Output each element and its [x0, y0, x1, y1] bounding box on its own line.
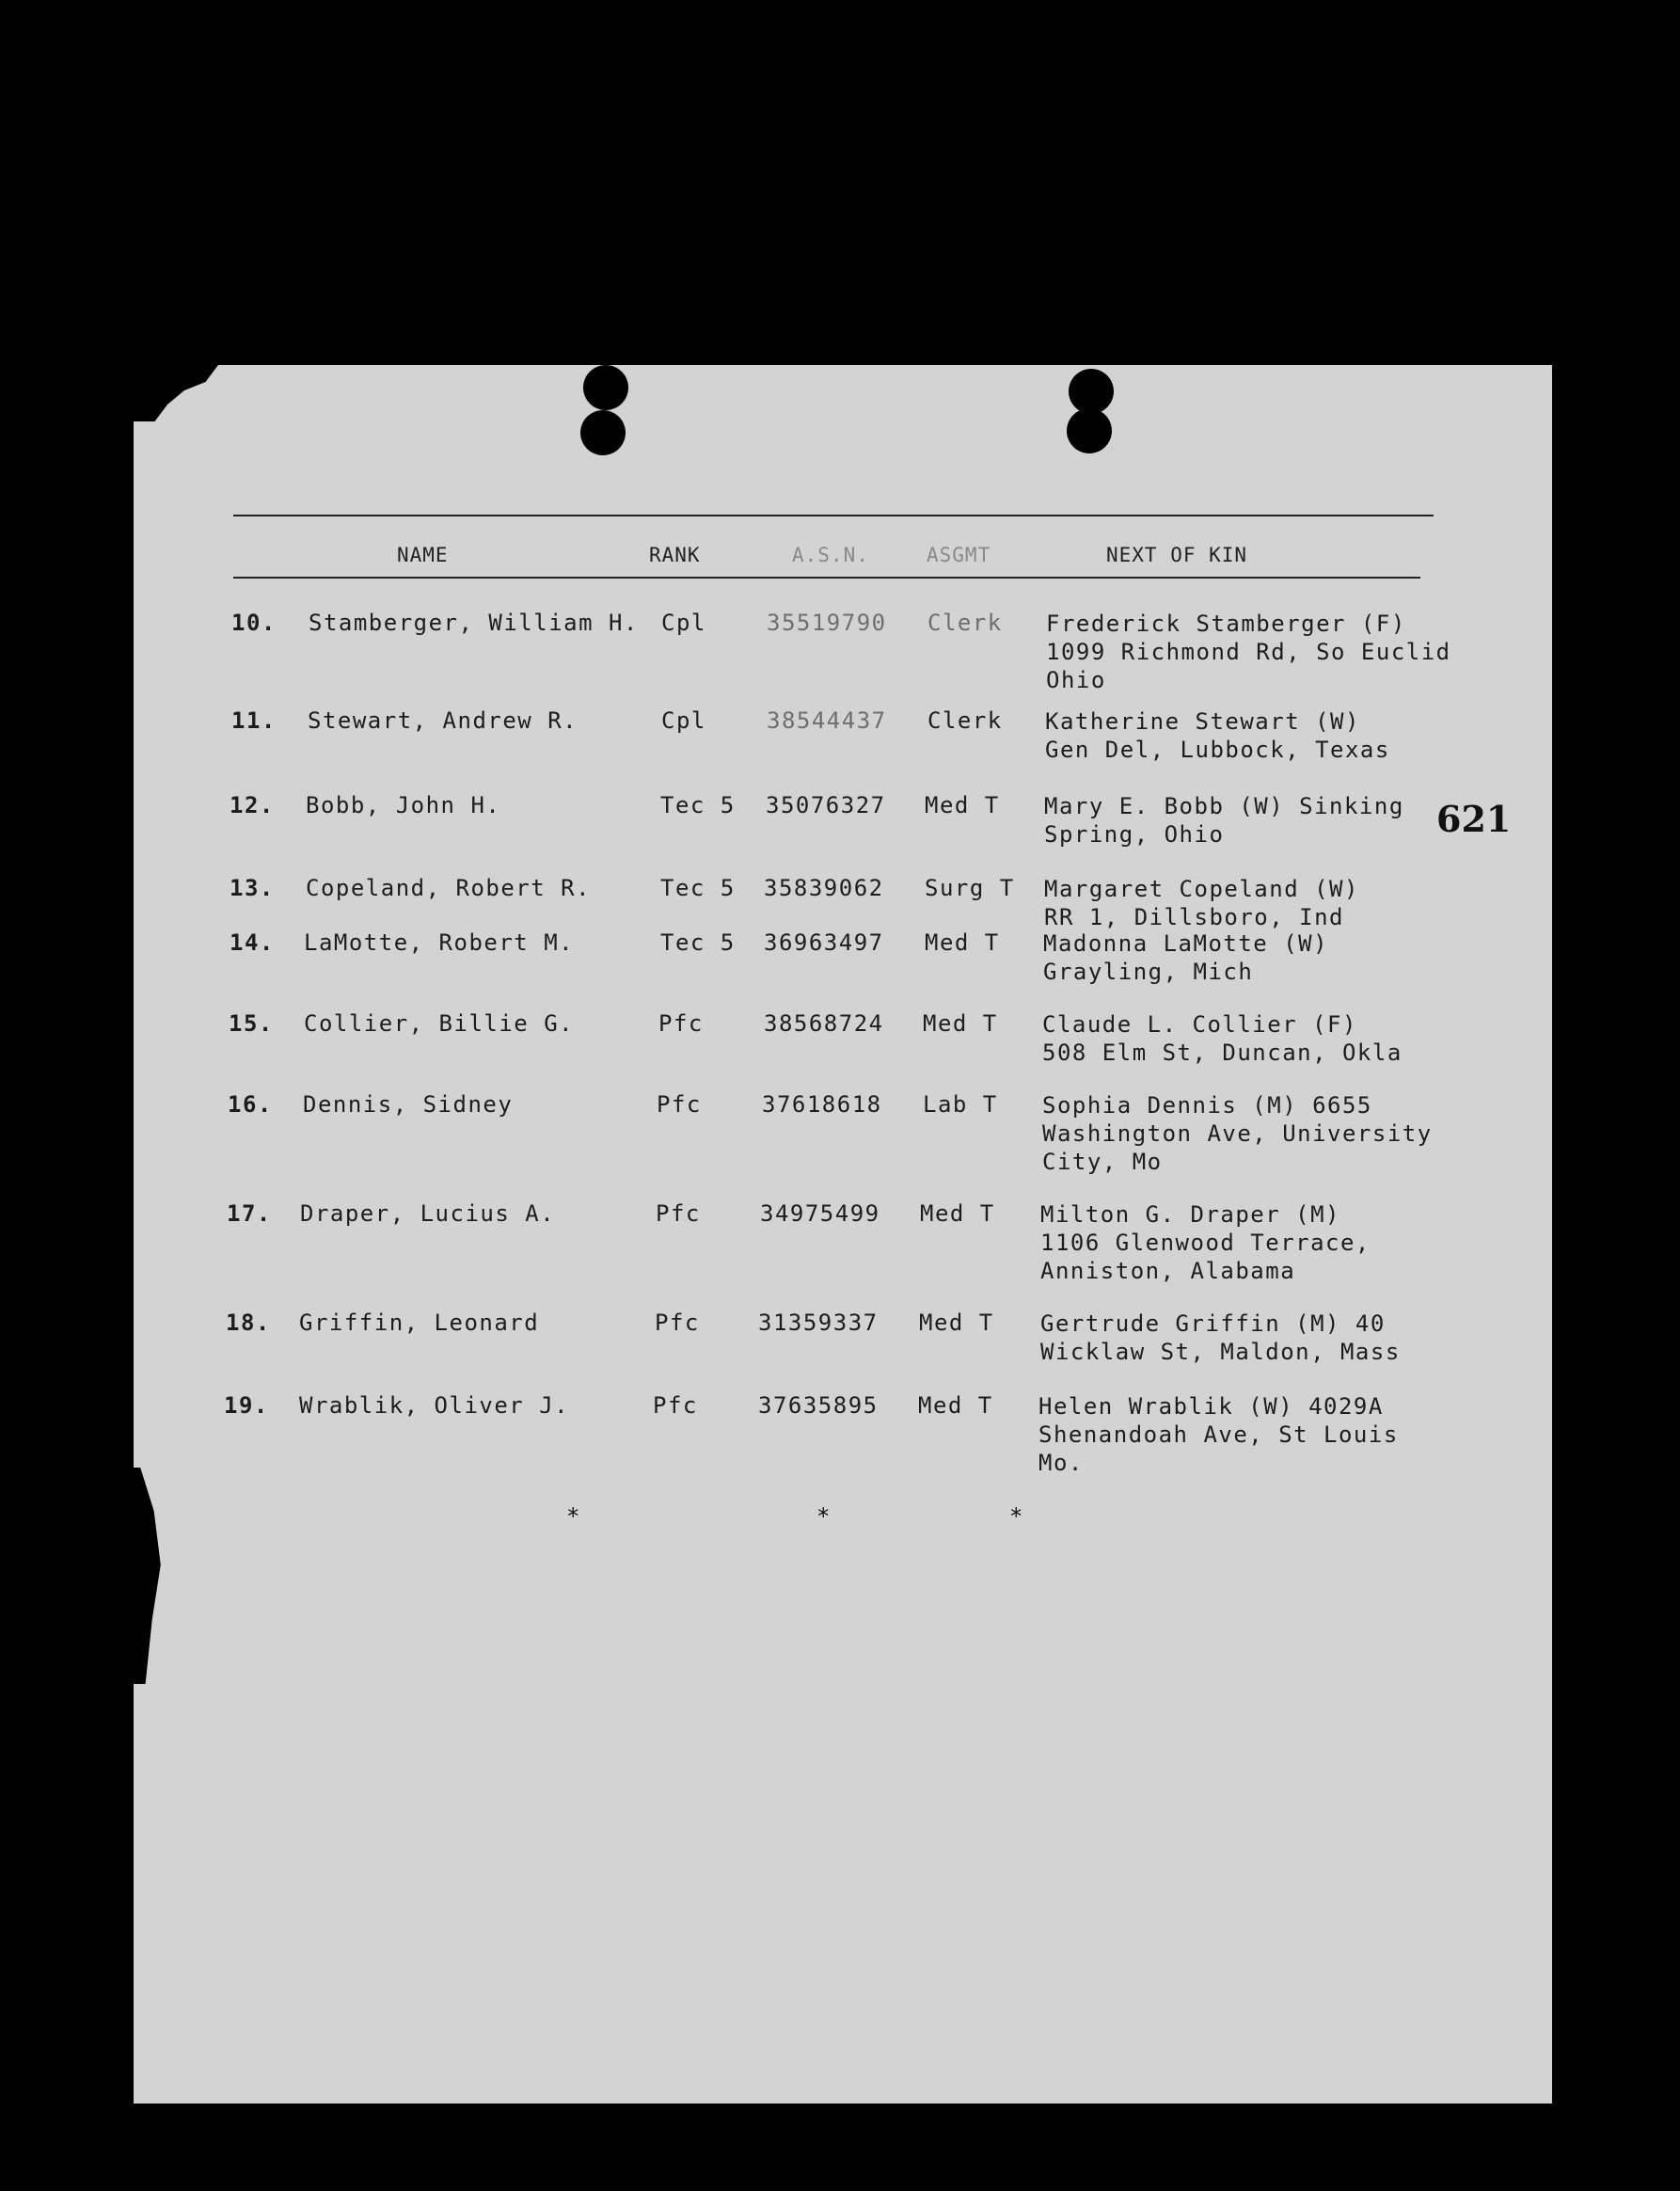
next-of-kin: Sophia Dennis (M) 6655 Washington Ave, University City, Mo [1042, 1092, 1433, 1175]
soldier-name: Dennis, Sidney [303, 1091, 514, 1118]
next-of-kin: Margaret Copeland (W) RR 1, Dillsboro, Ind [1044, 876, 1359, 930]
soldier-asn: 34975499 [760, 1200, 880, 1227]
soldier-rank: Tec 5 [660, 929, 736, 956]
soldier-rank: Cpl [661, 707, 706, 734]
footer-asterisk: * [1009, 1503, 1023, 1530]
soldier-name: Draper, Lucius A. [300, 1200, 556, 1227]
soldier-name: LaMotte, Robert M. [304, 929, 575, 956]
soldier-assignment: Med T [923, 1010, 998, 1037]
soldier-name: Copeland, Robert R. [306, 875, 592, 901]
header-rank: RANK [649, 544, 701, 566]
soldier-name: Griffin, Leonard [299, 1310, 540, 1336]
soldier-rank: Pfc [657, 1091, 702, 1118]
soldier-rank: Tec 5 [660, 875, 736, 901]
soldier-assignment: Lab T [923, 1091, 998, 1118]
row-number: 10. [231, 610, 277, 636]
next-of-kin: Claude L. Collier (F) 508 Elm St, Duncan, Okla [1042, 1011, 1403, 1066]
row-number: 12. [230, 792, 275, 818]
soldier-assignment: Med T [925, 929, 1000, 956]
punch-hole [580, 410, 626, 455]
next-of-kin: Mary E. Bobb (W) Sinking Spring, Ohio [1044, 793, 1404, 848]
footer-asterisk: * [816, 1503, 831, 1530]
soldier-name: Wrablik, Oliver J. [299, 1392, 570, 1419]
soldier-rank: Cpl [661, 610, 706, 636]
punch-hole [583, 365, 628, 410]
soldier-rank: Pfc [653, 1392, 698, 1419]
soldier-assignment: Med T [919, 1310, 994, 1336]
header-rule [233, 577, 1420, 579]
next-of-kin: Katherine Stewart (W) Gen Del, Lubbock, Texas [1045, 708, 1390, 763]
soldier-name: Collier, Billie G. [304, 1010, 575, 1037]
next-of-kin: Gertrude Griffin (M) 40 Wicklaw St, Maldon, Mass [1040, 1310, 1401, 1365]
row-number: 15. [229, 1010, 274, 1037]
page-number: 621 [1436, 798, 1512, 840]
row-number: 18. [226, 1310, 271, 1336]
next-of-kin: Helen Wrablik (W) 4029A Shenandoah Ave, St Louis Mo. [1038, 1393, 1399, 1476]
punch-hole [1069, 369, 1114, 414]
soldier-assignment: Med T [925, 792, 1000, 818]
soldier-asn: 35839062 [764, 875, 884, 901]
row-number: 17. [227, 1200, 272, 1227]
soldier-assignment: Surg T [925, 875, 1015, 901]
top-rule [233, 515, 1434, 516]
soldier-rank: Pfc [656, 1200, 701, 1227]
row-number: 16. [228, 1091, 273, 1118]
next-of-kin: Frederick Stamberger (F) 1099 Richmond Rd, So Euclid Ohio [1046, 611, 1451, 693]
row-number: 13. [230, 875, 275, 901]
soldier-asn: 36963497 [764, 929, 884, 956]
soldier-assignment: Med T [920, 1200, 995, 1227]
soldier-name: Stewart, Andrew R. [308, 707, 578, 734]
soldier-name: Bobb, John H. [306, 792, 501, 818]
next-of-kin: Milton G. Draper (M) 1106 Glenwood Terrace, Anniston, Alabama [1040, 1201, 1371, 1284]
soldier-name: Stamberger, William H. [309, 610, 639, 636]
soldier-assignment: Clerk [927, 707, 1003, 734]
soldier-asn: 37618618 [762, 1091, 882, 1118]
header-asn: A.S.N. [792, 544, 869, 566]
soldier-rank: Pfc [655, 1310, 700, 1336]
soldier-assignment: Med T [918, 1392, 993, 1419]
footer-asterisk: * [566, 1503, 580, 1530]
soldier-asn: 35076327 [766, 792, 886, 818]
header-name: NAME [397, 544, 449, 566]
soldier-rank: Pfc [658, 1010, 704, 1037]
header-asgmt: ASGMT [927, 544, 991, 566]
row-number: 14. [230, 929, 275, 956]
punch-hole [1067, 408, 1112, 453]
soldier-asn: 35519790 [767, 610, 887, 636]
soldier-asn: 38568724 [764, 1010, 884, 1037]
soldier-assignment: Clerk [927, 610, 1003, 636]
soldier-asn: 37635895 [758, 1392, 879, 1419]
row-number: 19. [224, 1392, 269, 1419]
next-of-kin: Madonna LaMotte (W) Grayling, Mich [1043, 930, 1329, 985]
row-number: 11. [231, 707, 277, 734]
soldier-asn: 38544437 [767, 707, 887, 734]
soldier-asn: 31359337 [758, 1310, 879, 1336]
header-next-of-kin: NEXT OF KIN [1106, 544, 1248, 566]
soldier-rank: Tec 5 [660, 792, 736, 818]
